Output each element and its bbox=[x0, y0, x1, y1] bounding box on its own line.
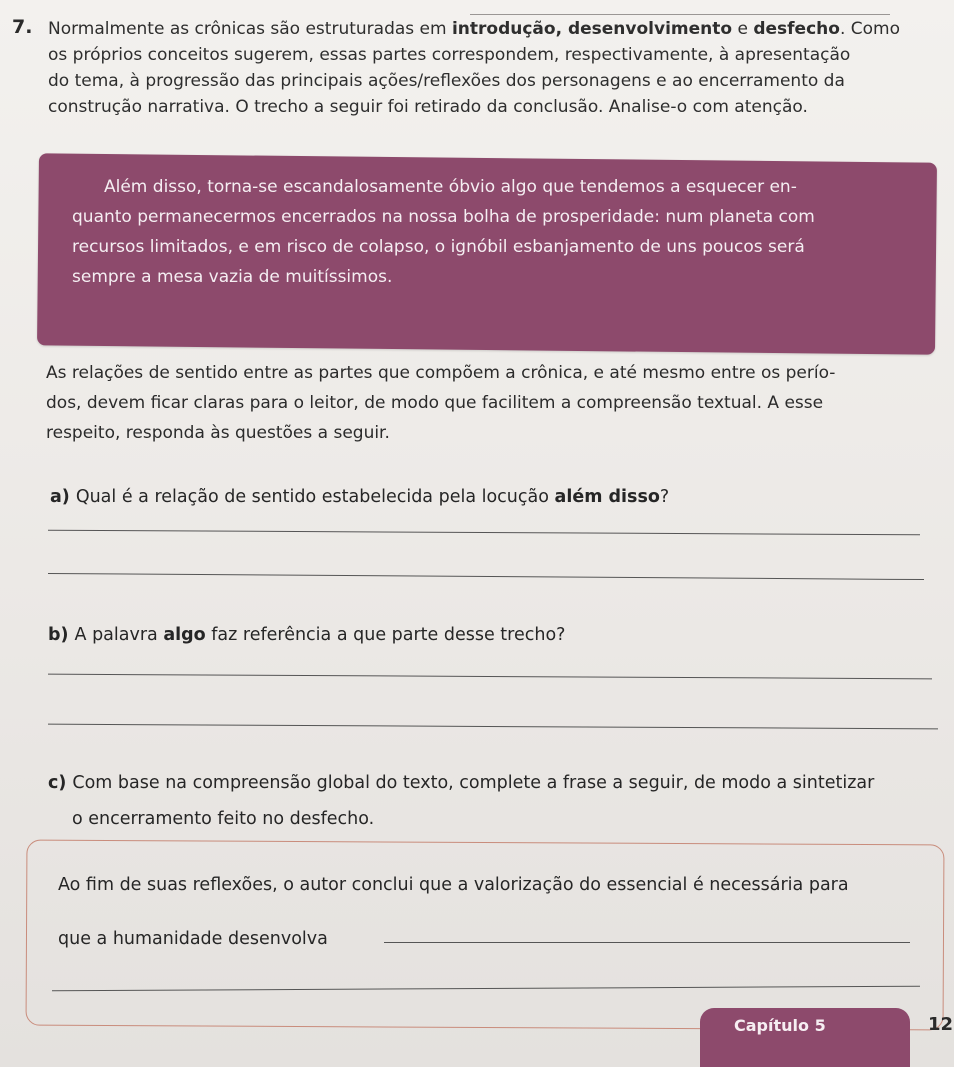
synthesis-sentence-line1: Ao fim de suas reflexões, o autor conclui que a valorização do essencial é necessária para bbox=[58, 875, 849, 895]
term-introducao: introdução, desenvolvimento bbox=[451, 19, 733, 39]
excerpt-line: quanto permanecermos encerrados na nossa bolha de prosperidade: num planeta com bbox=[72, 207, 815, 227]
excerpt-line: Além disso, torna-se escandalosamente óbvio algo que tendemos a esquecer en- bbox=[104, 177, 797, 197]
answer-line-b1[interactable] bbox=[48, 674, 932, 680]
term-algo: algo bbox=[163, 625, 206, 645]
question-intro bbox=[48, 16, 918, 120]
item-c-letter: c) bbox=[48, 773, 67, 793]
item-b-letter: b) bbox=[48, 625, 69, 645]
item-a: a) Qual é a relação de sentido estabelecida pela locução além disso? bbox=[50, 487, 670, 507]
intro-line: construção narrativa. O trecho a seguir foi retirado da conclusão. Analise-o com atenção. bbox=[48, 97, 808, 117]
answer-line-b2[interactable] bbox=[48, 724, 938, 730]
answer-line-c1[interactable] bbox=[384, 942, 910, 943]
chapter-label: Capítulo 5 bbox=[734, 1016, 826, 1035]
page-number: 12 bbox=[928, 1014, 954, 1035]
term-desfecho: desfecho bbox=[753, 19, 840, 39]
top-rule bbox=[470, 14, 890, 15]
intro-line: do tema, à progressão das principais ações/reflexões dos personagens e ao encerramento da bbox=[48, 71, 845, 91]
term-alem-disso: além disso bbox=[554, 487, 660, 507]
item-b: b) A palavra algo faz referência a que parte desse trecho? bbox=[48, 625, 566, 645]
answer-line-a2[interactable] bbox=[48, 573, 924, 580]
item-a-letter: a) bbox=[50, 487, 70, 507]
synthesis-sentence-line2: que a humanidade desenvolva bbox=[58, 929, 328, 949]
question-number: 7. bbox=[12, 16, 33, 38]
answer-line-a1[interactable] bbox=[48, 530, 920, 536]
body-line: dos, devem ficar claras para o leitor, de modo que facilitem a compreensão textual. A esse bbox=[46, 393, 824, 413]
body-line: As relações de sentido entre as partes que compõem a crônica, e até mesmo entre os perío- bbox=[46, 363, 836, 383]
excerpt-text bbox=[72, 172, 932, 292]
item-c-continuation: o encerramento feito no desfecho. bbox=[72, 809, 375, 829]
excerpt-line: sempre a mesa vazia de muitíssimos. bbox=[72, 267, 393, 287]
intro-line: Normalmente as crônicas são estruturadas em introdução, desenvolvimento e desfecho. Como bbox=[48, 19, 900, 39]
item-c: c) Com base na compreensão global do texto, complete a frase a seguir, de modo a sintetizar bbox=[48, 773, 875, 793]
intro-line: os próprios conceitos sugerem, essas partes correspondem, respectivamente, à apresentação bbox=[48, 45, 851, 65]
body-line: respeito, responda às questões a seguir. bbox=[46, 423, 390, 443]
body-paragraph bbox=[46, 358, 936, 448]
excerpt-line: recursos limitados, e em risco de colapso, o ignóbil esbanjamento de uns poucos será bbox=[72, 237, 805, 257]
